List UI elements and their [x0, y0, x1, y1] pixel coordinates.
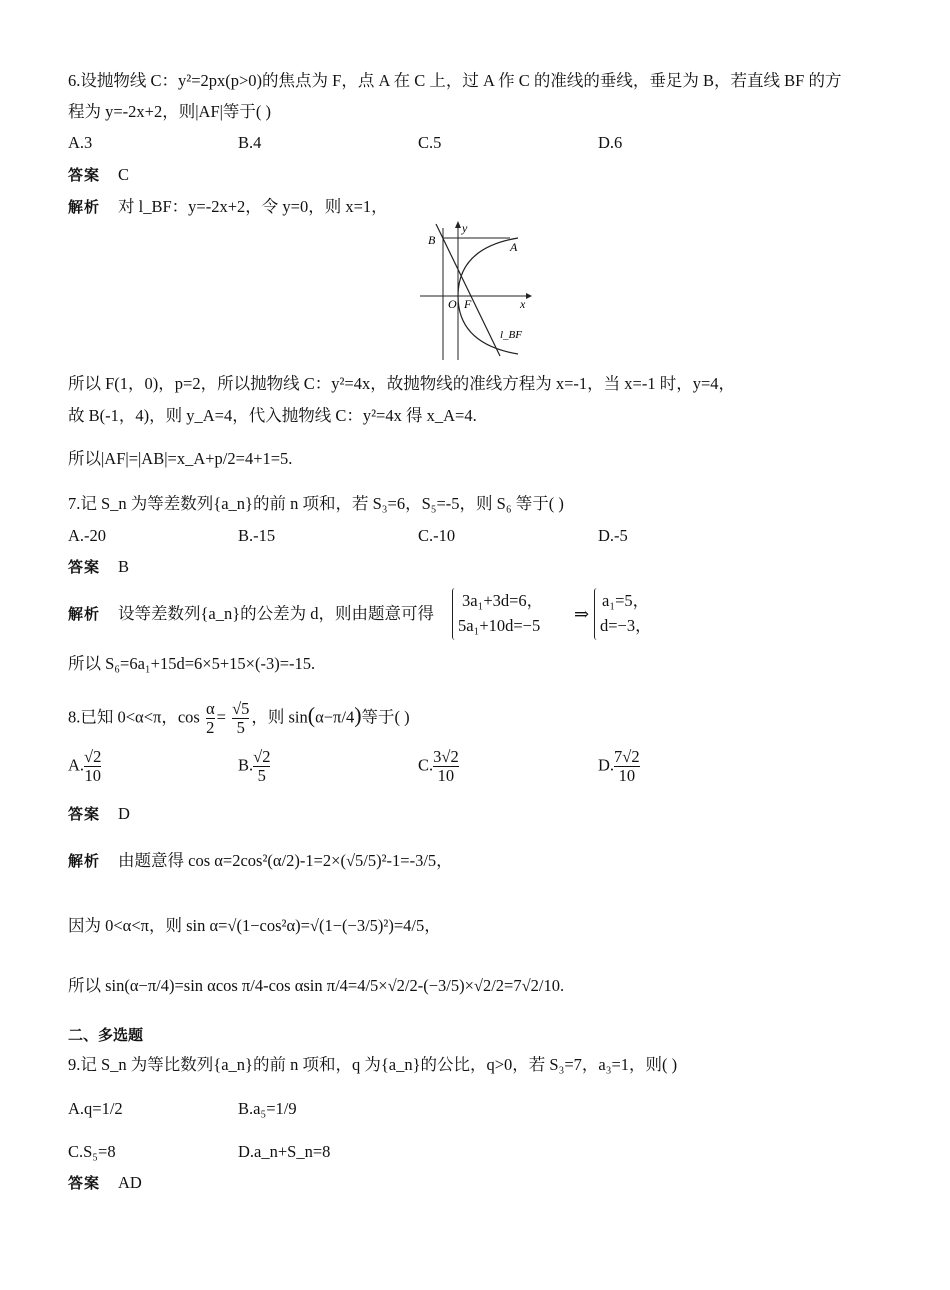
opt-prefix: B. [238, 755, 254, 775]
point-b-label: B [428, 233, 436, 247]
opt-prefix: A. [68, 755, 85, 775]
opt-prefix: C. [418, 755, 434, 775]
opt-frac [614, 748, 640, 785]
parabola-figure [418, 218, 538, 363]
q7-option-b: B.-15 [238, 526, 276, 545]
q6-analysis-line2: 所以 F(1，0)，p=2，所以抛物线 C：y²=4x，故抛物线的准线方程为 x=-1，当 x=-1 时，y=4， [68, 374, 736, 393]
frac-num: √2 [253, 747, 271, 766]
q6-analysis-line1 [68, 196, 388, 218]
frac-den: 10 [437, 766, 455, 785]
system-eq-2: 5a₁+10d=−5 [458, 616, 541, 635]
x-axis-arrow [526, 293, 532, 299]
q8-stem-mid: ，则 sin [251, 707, 308, 727]
q9-option-b: B.a₅=1/9 [238, 1099, 297, 1118]
q8-option-d [598, 748, 640, 785]
line-bf [436, 224, 500, 356]
q8-analysis-line2: 因为 0<α<π，则 sin α=√(1−cos²α)=√(1−(−3/5)²)=4/5， [68, 916, 441, 935]
q7-analysis-line2: 所以 S₆=6a₁+15d=6×5+15×(-3)=-15. [68, 654, 316, 673]
opt-frac [84, 748, 101, 785]
y-axis-arrow [455, 221, 461, 228]
analysis-label: 解析 [68, 605, 101, 623]
q7-option-d: D.-5 [598, 526, 628, 545]
answer-value: D [118, 804, 130, 823]
q7-analysis-line1 [68, 603, 434, 625]
system-eq-1: 3a₁+3d=6， [462, 591, 544, 610]
q6-analysis-line3: 故 B(-1，4)，则 y_A=4，代入抛物线 C：y²=4x 得 x_A=4. [68, 406, 477, 425]
system-brace-left [452, 588, 455, 640]
q6-option-a: A.3 [68, 133, 93, 152]
frac-den: 5 [236, 718, 245, 737]
q9-option-d: D.a_n+S_n=8 [238, 1142, 331, 1161]
frac-num: 7√2 [614, 747, 640, 766]
q6-stem-line1: 6.设抛物线 C：y²=2px(p>0)的焦点为 F，点 A 在 C 上，过 A 作 C 的准线的垂线，垂足为 B，若直线 BF 的方 [68, 71, 842, 90]
q8-stem-paren: α−π/4 [315, 707, 355, 727]
frac-num: 3√2 [433, 747, 459, 766]
section-title-multiple-choice: 二、多选题 [68, 1026, 144, 1044]
answer-value: C [118, 165, 130, 184]
answer-label: 答案 [68, 805, 101, 823]
q9-stem: 9.记 S_n 为等比数列{a_n}的前 n 项和，q 为{a_n}的公比，q>0，若 S₃=7，a₃=1，则( ) [68, 1055, 678, 1074]
opt-frac [433, 748, 459, 785]
answer-value: B [118, 557, 130, 576]
q8-eq: = [216, 707, 226, 727]
implies-arrow: ⇒ [574, 604, 590, 624]
q8-analysis-line1 [68, 850, 453, 872]
x-axis-label: x [520, 297, 526, 311]
q9-option-a: A.q=1/2 [68, 1099, 123, 1118]
solution-eq-1: a₁=5， [602, 591, 650, 610]
q8-frac-alpha-2 [206, 700, 215, 737]
q8-analysis-line3: 所以 sin(α−π/4)=sin αcos π/4-cos αsin π/4=4/5×√2/2-(−3/5)×√2/2=7√2/10. [68, 976, 565, 995]
q8-option-b [238, 748, 270, 785]
q7-option-a: A.-20 [68, 526, 107, 545]
system-brace-right [594, 588, 597, 640]
opt-prefix: D. [598, 755, 615, 775]
answer-label: 答案 [68, 166, 101, 184]
q6-option-d: D.6 [598, 133, 623, 152]
frac-den: 2 [206, 718, 215, 737]
analysis-text: 对 l_BF：y=-2x+2，令 y=0，则 x=1， [118, 197, 388, 216]
answer-value: AD [118, 1173, 142, 1192]
q8-option-a [68, 748, 101, 785]
analysis-label: 解析 [68, 852, 101, 870]
origin-label: O [448, 297, 457, 311]
q7-answer [68, 556, 129, 578]
q8-stem-post: 等于( ) [361, 707, 410, 727]
q8-answer [68, 803, 130, 825]
frac-num: √2 [84, 747, 102, 766]
frac-den: 10 [618, 766, 636, 785]
y-axis-label: y [462, 221, 468, 235]
frac-den: 10 [84, 766, 101, 785]
q6-stem-line2: 程为 y=-2x+2，则|AF|等于( ) [68, 102, 272, 121]
q8-frac-root5-5 [232, 700, 249, 737]
q6-option-c: C.5 [418, 133, 442, 152]
frac-den: 5 [257, 766, 266, 785]
q7-stem: 7.记 S_n 为等差数列{a_n}的前 n 项和，若 S₃=6，S₅=-5，则 S₆ 等于( ) [68, 494, 564, 513]
q6-analysis-line4: 所以|AF|=|AB|=x_A+p/2=4+1=5. [68, 449, 293, 468]
analysis-text: 由题意得 cos α=2cos²(α/2)-1=2×(√5/5)²-1=-3/5， [118, 851, 453, 870]
frac-num: √5 [232, 699, 250, 718]
q6-option-b: B.4 [238, 133, 262, 152]
opt-frac [253, 748, 270, 785]
point-a-label: A [510, 240, 518, 254]
q9-option-c: C.S₅=8 [68, 1142, 116, 1161]
focus-label: F [464, 297, 472, 311]
frac-num: α [205, 699, 215, 718]
q9-answer [68, 1172, 142, 1194]
line-bf-label: l_BF [500, 329, 522, 341]
answer-label: 答案 [68, 558, 101, 576]
analysis-text: 设等差数列{a_n}的公差为 d，则由题意可得 [118, 604, 435, 623]
analysis-label: 解析 [68, 198, 101, 216]
answer-label: 答案 [68, 1174, 101, 1192]
q8-option-c [418, 748, 459, 785]
q6-answer [68, 164, 129, 186]
q8-stem: 8.已知 0<α<π，cos $\frac{\alpha}{2}$ = $\frac{√5}{5}$ ，则 sin(α−π/4)等于( ) [68, 699, 410, 737]
q8-stem-pre: 8.已知 0<α<π，cos [68, 707, 200, 727]
solution-eq-2: d=−3， [600, 616, 652, 635]
q7-option-c: C.-10 [418, 526, 456, 545]
